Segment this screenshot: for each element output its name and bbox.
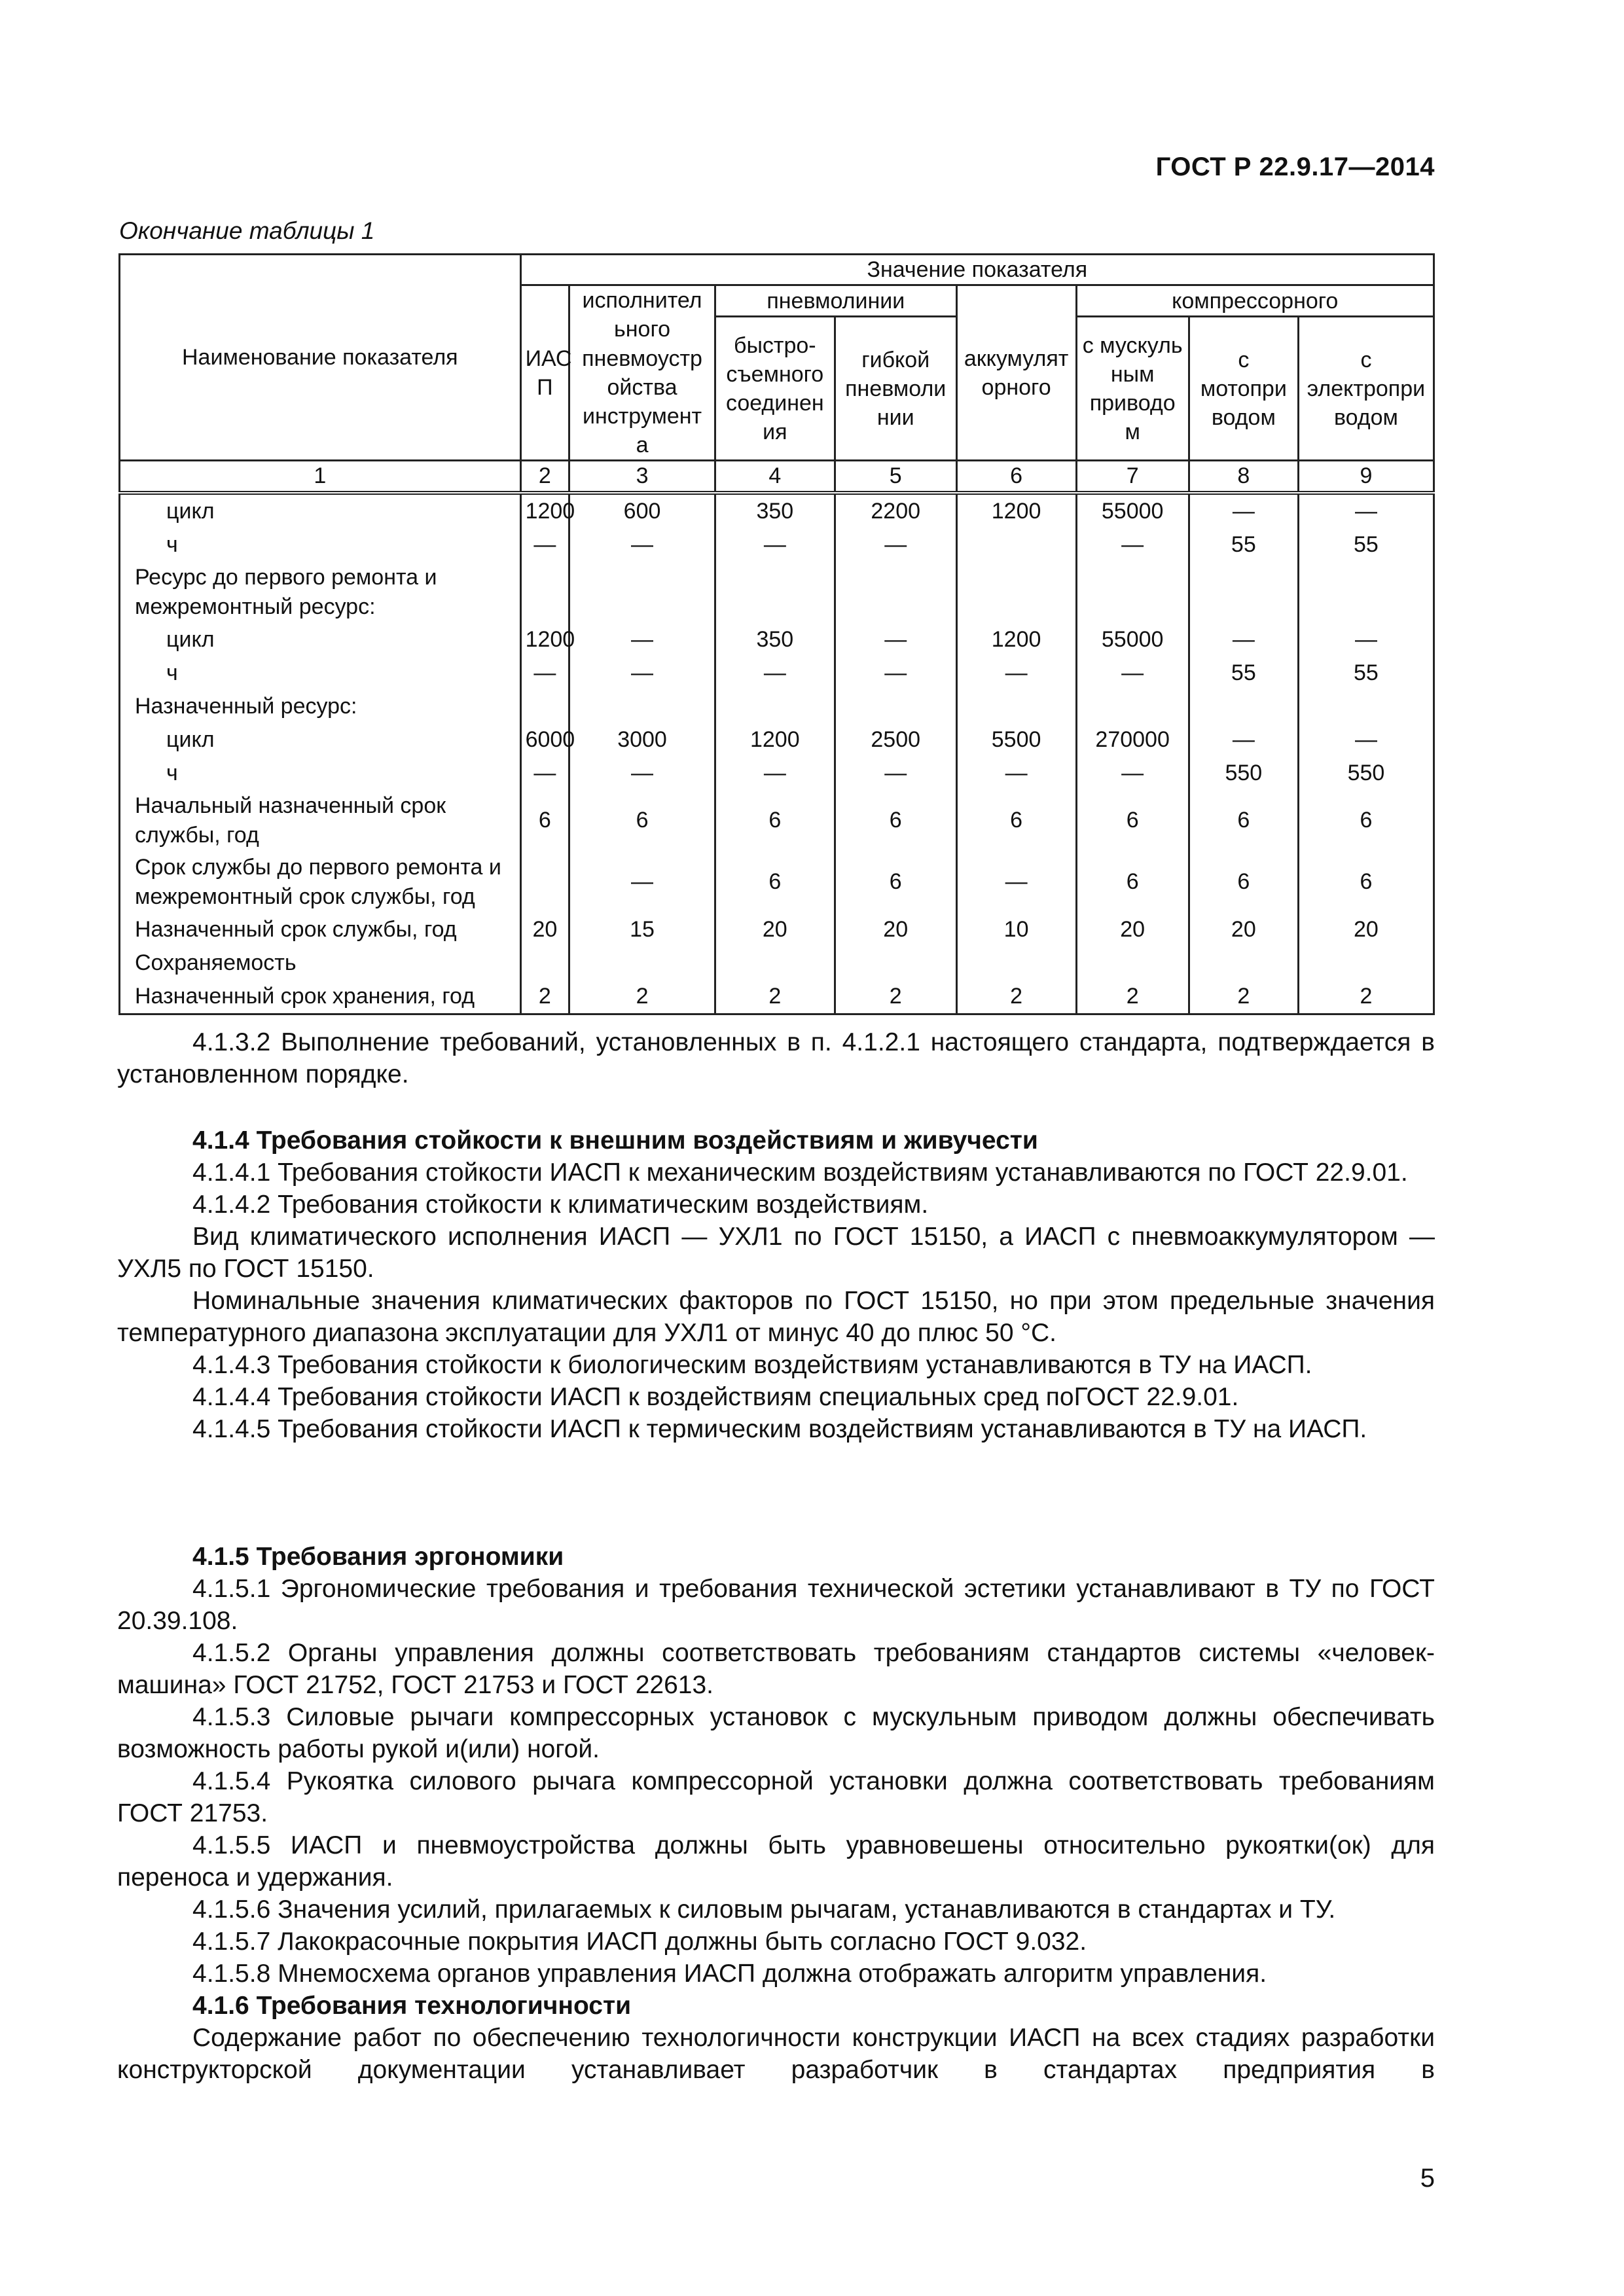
table-cell: —	[1189, 723, 1298, 757]
column-header-muscle-drive: с мускуль ным приводо м	[1076, 317, 1189, 461]
table-cell	[715, 562, 835, 623]
table-cell	[1076, 690, 1189, 723]
table-cell: —	[956, 852, 1076, 913]
table-row	[120, 656, 1434, 690]
column-number: 7	[1076, 461, 1189, 493]
table-cell	[1298, 946, 1434, 980]
heading-4-1-5: 4.1.5 Требования эргономики	[192, 1543, 564, 1571]
page-number: 5	[1420, 2164, 1435, 2193]
table-cell	[1298, 562, 1434, 623]
table-row	[120, 528, 1434, 562]
table-cell: —	[569, 757, 715, 790]
table-cell: 20	[1076, 913, 1189, 946]
column-number: 9	[1298, 461, 1434, 493]
paragraph-4-1-4-2-b: Номинальные значения климатических факторов по ГОСТ 15150, но при этом предельные значения температурного диапазона эксплуатации для УХЛ1 от минус 40 до плюс 50 °С.	[117, 1287, 1435, 1347]
table-cell	[956, 528, 1076, 562]
paragraph-4-1-5-1: 4.1.5.1 Эргономические требования и требования технической эстетики устанавливают в ТУ по ГОСТ 20.39.108.	[117, 1575, 1435, 1635]
row-label: ч	[120, 757, 521, 790]
table-cell: 20	[520, 913, 569, 946]
table-cell	[835, 946, 956, 980]
row-label: ч	[120, 528, 521, 562]
table-row	[120, 493, 1434, 528]
section-4-1-3-2	[117, 1026, 1435, 1090]
table-cell: 1200	[520, 623, 569, 656]
table-cell: 6	[956, 790, 1076, 852]
table-row	[120, 913, 1434, 946]
column-header-tool: исполнител ьного пневмоустр ойства инструмент а	[569, 285, 715, 461]
table-cell: —	[569, 623, 715, 656]
table-cell: 55	[1298, 656, 1434, 690]
table-cell: —	[520, 757, 569, 790]
document-designation: ГОСТ Р 22.9.17—2014	[1155, 152, 1435, 181]
column-number: 6	[956, 461, 1076, 493]
table-cell	[520, 946, 569, 980]
table-cell: —	[569, 528, 715, 562]
table-cell	[569, 690, 715, 723]
table-cell: 55000	[1076, 623, 1189, 656]
table-cell: —	[520, 528, 569, 562]
column-number: 3	[569, 461, 715, 493]
table-cell: 6	[835, 852, 956, 913]
column-header-accumulator: аккумулят орного	[956, 285, 1076, 461]
table-cell: —	[956, 757, 1076, 790]
table-cell	[1189, 690, 1298, 723]
table-cell	[1076, 562, 1189, 623]
row-label: Начальный назначенный срок службы, год	[120, 790, 521, 852]
table-cell: 2	[520, 980, 569, 1014]
paragraph-4-1-4-5: 4.1.4.5 Требования стойкости ИАСП к термическим воздействиям устанавливаются в ТУ на ИАСП.	[192, 1415, 1367, 1443]
section-4-1-4	[117, 1124, 1435, 1445]
table-cell	[520, 690, 569, 723]
table-cell	[1189, 946, 1298, 980]
table-cell: —	[1076, 528, 1189, 562]
table-cell	[520, 852, 569, 913]
paragraph-4-1-5-6: 4.1.5.6 Значения усилий, прилагаемых к силовым рычагам, устанавливаются в стандартах и ТУ.	[192, 1895, 1336, 1924]
table-row	[120, 852, 1434, 913]
column-header-iasp: ИАС П	[520, 285, 569, 461]
table-cell: 6	[569, 790, 715, 852]
table-cell: 6000	[520, 723, 569, 757]
paragraph-4-1-5-4: 4.1.5.4 Рукоятка силового рычага компрессорной установки должна соответствовать требованиям ГОСТ 21753.	[117, 1767, 1435, 1827]
column-number-row	[120, 461, 1434, 493]
table-cell: 350	[715, 493, 835, 528]
table-row	[120, 723, 1434, 757]
table-cell: —	[715, 757, 835, 790]
table-cell: —	[835, 656, 956, 690]
column-number: 8	[1189, 461, 1298, 493]
table-cell: —	[715, 656, 835, 690]
table-cell: 2200	[835, 493, 956, 528]
row-label: Назначенный срок службы, год	[120, 913, 521, 946]
column-group-compressor: компрессорного	[1076, 285, 1434, 317]
table-cell: —	[569, 852, 715, 913]
table-cell: —	[520, 656, 569, 690]
row-label: Назначенный ресурс:	[120, 690, 521, 723]
table-cell	[569, 562, 715, 623]
paragraph-4-1-5-8: 4.1.5.8 Мнемосхема органов управления ИАСП должна отображать алгоритм управления.	[192, 1960, 1267, 1988]
table-cell: 350	[715, 623, 835, 656]
table-cell: —	[1298, 623, 1434, 656]
table-cell	[1298, 690, 1434, 723]
heading-4-1-6: 4.1.6 Требования технологичности	[192, 1992, 632, 2020]
table-cell: 550	[1298, 757, 1434, 790]
table-caption: Окончание таблицы 1	[119, 217, 375, 244]
table-cell: —	[1298, 723, 1434, 757]
table-body	[120, 493, 1434, 1014]
table-row	[120, 980, 1434, 1014]
table-cell: 2	[569, 980, 715, 1014]
table-cell: 6	[1076, 852, 1189, 913]
table-cell: —	[835, 528, 956, 562]
paragraph-4-1-4-4: 4.1.4.4 Требования стойкости ИАСП к воздействиям специальных сред поГОСТ 22.9.01.	[192, 1383, 1239, 1411]
column-number: 4	[715, 461, 835, 493]
table-cell	[835, 690, 956, 723]
section-4-1-5	[117, 1541, 1435, 1990]
table-cell: —	[1189, 623, 1298, 656]
table-cell: 55000	[1076, 493, 1189, 528]
table-cell: 6	[1298, 790, 1434, 852]
table-cell: 1200	[715, 723, 835, 757]
table-cell: —	[1298, 493, 1434, 528]
table-cell: 2	[1298, 980, 1434, 1014]
table-row	[120, 690, 1434, 723]
table-cell	[956, 562, 1076, 623]
column-header-motor-drive: с мотопри водом	[1189, 317, 1298, 461]
paragraph-4-1-5-3: 4.1.5.3 Силовые рычаги компрессорных установок с мускульным приводом должны обеспечивать возможность работы рукой и(или) ногой.	[117, 1703, 1435, 1763]
table-cell: 2500	[835, 723, 956, 757]
table-row	[120, 562, 1434, 623]
table-cell	[569, 946, 715, 980]
row-label: Ресурс до первого ремонта и межремонтный ресурс:	[120, 562, 521, 623]
table-cell: —	[1076, 656, 1189, 690]
row-label: Сохраняемость	[120, 946, 521, 980]
column-group-pneumoline: пневмолинии	[715, 285, 956, 317]
table-cell: 20	[715, 913, 835, 946]
table-cell: —	[956, 656, 1076, 690]
table-cell: 2	[956, 980, 1076, 1014]
table-cell: —	[715, 528, 835, 562]
table-cell	[715, 690, 835, 723]
column-number: 1	[120, 461, 521, 493]
table-cell: —	[835, 757, 956, 790]
table-cell	[956, 690, 1076, 723]
table-cell: —	[835, 623, 956, 656]
row-label: цикл	[120, 493, 521, 528]
table-row	[120, 790, 1434, 852]
table-cell: 6	[715, 852, 835, 913]
table-row	[120, 946, 1434, 980]
table-cell	[520, 562, 569, 623]
column-number: 5	[835, 461, 956, 493]
table-cell: 1200	[956, 493, 1076, 528]
table-cell: 6	[1076, 790, 1189, 852]
table-cell: 10	[956, 913, 1076, 946]
table-cell: 55	[1189, 528, 1298, 562]
table-cell: 270000	[1076, 723, 1189, 757]
table-cell: —	[1189, 493, 1298, 528]
table-cell: 6	[1189, 852, 1298, 913]
paragraph-4-1-6: Содержание работ по обеспечению технологичности конструкции ИАСП на всех стадиях разработки конструкторской документации устанавливает разработчик в стандартах предприятия в	[117, 2024, 1435, 2084]
table-cell: 55	[1189, 656, 1298, 690]
table-cell: 1200	[520, 493, 569, 528]
table-cell: 20	[1298, 913, 1434, 946]
table-cell: 6	[715, 790, 835, 852]
table-cell	[956, 946, 1076, 980]
table-cell: 3000	[569, 723, 715, 757]
table-row	[120, 623, 1434, 656]
column-group-value: Значение показателя	[520, 255, 1434, 285]
paragraph-4-1-5-7: 4.1.5.7 Лакокрасочные покрытия ИАСП должны быть согласно ГОСТ 9.032.	[192, 1928, 1087, 1956]
table-cell: 6	[1298, 852, 1434, 913]
column-header-name: Наименование показателя	[120, 255, 521, 461]
column-header-flexible-line: гибкой пневмоли нии	[835, 317, 956, 461]
section-4-1-6	[117, 1990, 1435, 2086]
paragraph-4-1-5-5: 4.1.5.5 ИАСП и пневмоустройства должны быть уравновешены относительно рукоятки(ок) для переноса и удержания.	[117, 1831, 1435, 1892]
table-cell	[715, 946, 835, 980]
row-label: цикл	[120, 623, 521, 656]
table-cell: 55	[1298, 528, 1434, 562]
table-cell: 2	[835, 980, 956, 1014]
table-cell	[1189, 562, 1298, 623]
row-label: цикл	[120, 723, 521, 757]
table-cell: 550	[1189, 757, 1298, 790]
paragraph-4-1-4-1: 4.1.4.1 Требования стойкости ИАСП к механическим воздействиям устанавливаются по ГОСТ 22.9.01.	[192, 1158, 1408, 1187]
table-cell: 2	[1076, 980, 1189, 1014]
table-cell: 20	[1189, 913, 1298, 946]
table-cell: 15	[569, 913, 715, 946]
table-cell: 600	[569, 493, 715, 528]
table-cell: 20	[835, 913, 956, 946]
table-cell: 6	[1189, 790, 1298, 852]
table-cell: —	[569, 656, 715, 690]
table-cell: —	[1076, 757, 1189, 790]
paragraph-4-1-4-2-a: Вид климатического исполнения ИАСП — УХЛ1 по ГОСТ 15150, а ИАСП с пневмоаккумулятором — УХЛ5 по ГОСТ 15150.	[117, 1223, 1435, 1283]
paragraph-4-1-5-2: 4.1.5.2 Органы управления должны соответствовать требованиям стандартов системы «человек-машина» ГОСТ 21752, ГОСТ 21753 и ГОСТ 22613.	[117, 1639, 1435, 1699]
paragraph-4-1-4-3: 4.1.4.3 Требования стойкости к биологическим воздействиям устанавливаются в ТУ на ИАСП.	[192, 1351, 1312, 1379]
table-cell: 6	[520, 790, 569, 852]
indicator-table	[118, 253, 1435, 1015]
table-cell: 2	[1189, 980, 1298, 1014]
table-cell: 1200	[956, 623, 1076, 656]
column-header-quick-coupling: быстро-съемного соединен ия	[715, 317, 835, 461]
heading-4-1-4: 4.1.4 Требования стойкости к внешним воздействиям и живучести	[192, 1126, 1038, 1155]
table-row	[120, 757, 1434, 790]
row-label: Назначенный срок хранения, год	[120, 980, 521, 1014]
row-label: ч	[120, 656, 521, 690]
paragraph-4-1-4-2: 4.1.4.2 Требования стойкости к климатическим воздействиям.	[192, 1191, 929, 1219]
column-header-electric-drive: с электропри водом	[1298, 317, 1434, 461]
paragraph-4-1-3-2: 4.1.3.2 Выполнение требований, установленных в п. 4.1.2.1 настоящего стандарта, подтверждается в установленном порядке.	[117, 1028, 1435, 1088]
table-cell: 5500	[956, 723, 1076, 757]
column-number: 2	[520, 461, 569, 493]
table-cell	[835, 562, 956, 623]
table-cell: 6	[835, 790, 956, 852]
table-cell: 2	[715, 980, 835, 1014]
table-cell	[1076, 946, 1189, 980]
row-label: Срок службы до первого ремонта и межремонтный срок службы, год	[120, 852, 521, 913]
